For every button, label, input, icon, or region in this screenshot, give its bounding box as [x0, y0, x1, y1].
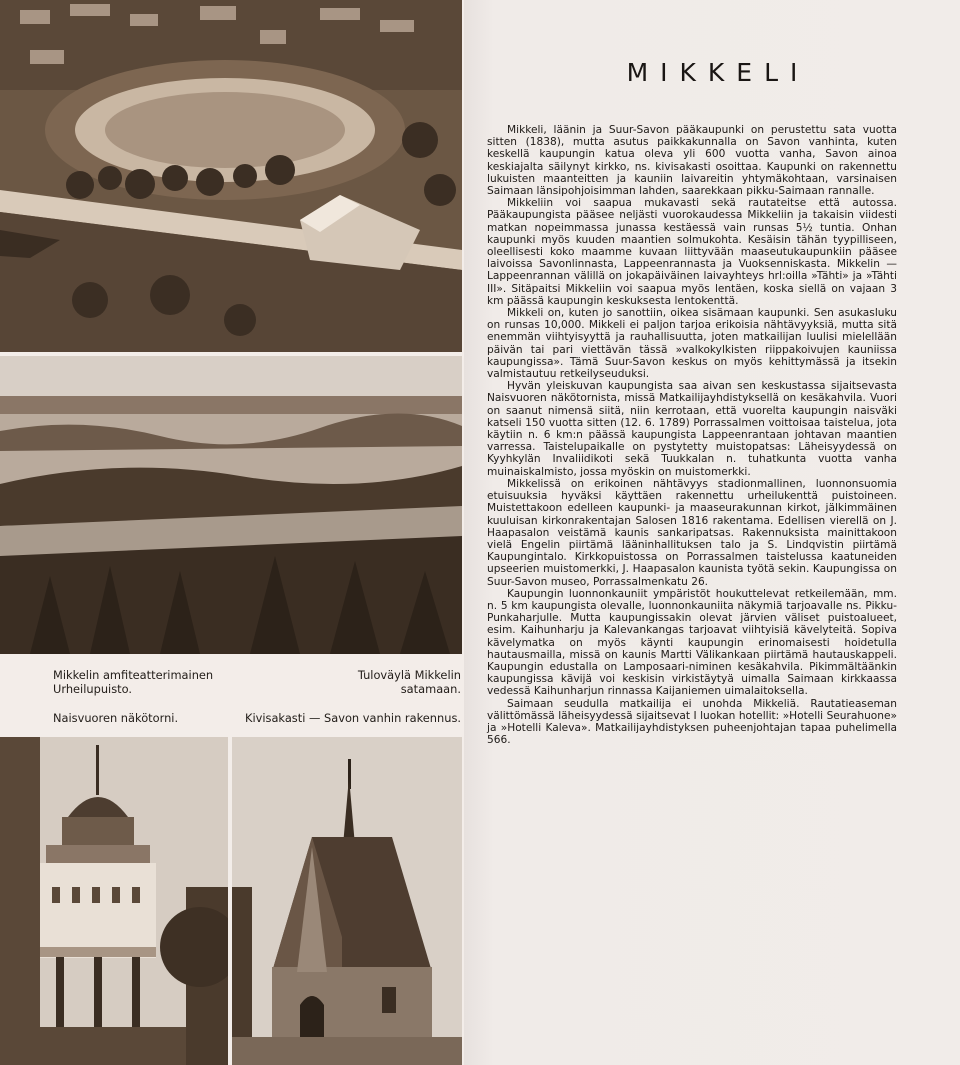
- article-title: MIKKELI: [626, 58, 810, 87]
- aerial-stadium-photo: [0, 0, 462, 352]
- tower-illustration: [0, 737, 228, 1065]
- paragraph-4: Hyvän yleiskuvan kaupungista saa aivan sen keskustassa sijaitsevasta Naisvuoren näkötornista, missä Matkailijayhdistyksellä on kesäkahvila. Vuori on saanut nimensä siitä, niin kerrotaan, että vuorelta kaupungin naisväki katseli 150 vuotta sitten (12. 6. 1789) Porrassalmen voittoisaa taistelua, jota käytiin n. 6 km:n päässä kaupungista Lappeenrantaan johtavan maantien varressa. Taistelupaikalle on pystytetty muistopatsas: Läheisyydessä on Kyyhkylän Invaliidikoti sekä Tuukkalan n. tuhatkunta vuotta vanha muinaiskalmisto, jossa myöskin on muistomerkki.: [487, 380, 897, 478]
- caption-harbor: Tuloväylä Mikkelin satamaan.: [357, 668, 461, 696]
- caption-tower: Naisvuoren näkötorni.: [53, 711, 179, 725]
- stone-church-photo: [232, 737, 462, 1065]
- church-illustration: [232, 737, 462, 1065]
- aerial-stadium-illustration: [0, 0, 462, 352]
- paragraph-3: Mikkeli on, kuten jo sanottiin, oikea sisämaan kaupunki. Sen asukasluku on runsas 10,000. Mikkeli ei paljon tarjoa erikoisia nähtävyyksiä, mutta sitä enemmän viihtyisyyttä ja rauhallisuutta, joten matkailijan luulisi mielellään päivän tai pari viettävän tässä »valkokylkisten riippakoivujen kauniissa kaupungissa». Tämä Suur-Savon keskus on myös kehittymässä ja itsekin valmistautuu retkeilyseuduksi.: [487, 307, 897, 381]
- harbor-lake-photo: [0, 356, 462, 654]
- article-body: [487, 124, 897, 746]
- paragraph-1: Mikkeli, läänin ja Suur-Savon pääkaupunki on perustettu sata vuotta sitten (1838), mutta asutus paikkakunnalla on Savon vanhinta, kuten keskellä kaupungin katua oleva yli 600 vuotta vanha, Savon ainoa keskiajalta säilynyt kirkko, ns. kivisakasti osoittaa. Kaupunki on rakennettu lukuisten maanteitten ja kauniin laivareitin yhtymäkohtaan, varsinaisen Saimaan länsipohjoisimman lahden, saarekkaan pikku-Saimaan rannalle.: [487, 124, 897, 198]
- paragraph-2: Mikkeliin voi saapua mukavasti sekä rautateitse että autossa. Pääkaupungista pääsee neljästi vuorokaudessa Mikkeliin ja takaisin viidesti matkan nopeimmassa junassa kestäessä vain runsas 5½ tuntia. Onhan kaupunki myös kuuden maantien solmukohta. Kesäisin tähän tyypilliseen, oleellisesti koko maamme kuvaan liittyvään maaseutukaupunkiin pääsee laivoissa Savonlinnasta, Lappeenrannasta ja Vuoksenniskasta. Mikkelin — Lappeenrannan välillä on jokapäiväinen laivayhteys hrl:oilla »Tähti» ja »Tähti III». Sitäpaitsi Mikkeliin voi saapua myös lentäen, koska siellä on vajaan 3 km päässä kaupungin keskuksesta lentokenttä.: [487, 197, 897, 307]
- paragraph-6: Kaupungin luonnonkauniit ympäristöt houkuttelevat retkeilemään, mm. n. 5 km kaupungista olevalle, luonnonkauniita näkymiä tarjoavalle ns. Pikku-Punkaharjulle. Mutta kaupungissakin olevat järvien väliset puistoalueet, esim. Kaihunharju ja Kalevankangas tarjoavat viihtyisiä kävelyteitä. Sopiva kävelymatka on myös käynti kaupungin erinomaisesti hoidetulla hautausmailla, missä on kaunis Martti Välikankaan piirtämä hautauskappeli. Kaupungin edustalla on Lamposaari-niminen kesäkahvila. Pikimmältäänkin kaupungissa kävijä voi keskisin virkistäytyä uimalla Saimaan kirkkaassa vedessä Kaihunharjun rinnassa Kaijaniemen uimalaitoksella.: [487, 587, 897, 698]
- photo-page: [0, 0, 464, 1065]
- caption-church: Kivisakasti — Savon vanhin rakennus.: [244, 711, 461, 725]
- observation-tower-photo: [0, 737, 228, 1065]
- paragraph-5: Mikkelissä on erikoinen nähtävyys stadionmallinen, luonnonsuomia etuisuuksia hyväksi käyttäen rakennettu urheilukenttä puistoineen. Muistettakoon edelleen kaupunki- ja maaseurakunnan kirkot, jälkimmäinen kuuluisan kirkonrakentajan Salosen 1816 rakentama. Edellisen vierellä on J. Haapasalon veistämä kaunis sankaripatsas. Rakennuksista mainittakoon vielä Engelin piirtämä lääninhallituksen talo ja S. Lindqvistin piirtämä Kaupungintalo. Kirkkopuistossa on Porrassalmen taistelussa kaatuneiden upseerien muistomerkki, J. Haapasalon kaunista työtä sekin. Kaupungissa on Suur-Savon museo, Porrassalmenkatu 26.: [487, 477, 897, 588]
- paragraph-7: Saimaan seudulla matkailija ei unohda Mikkeliä. Rautatieaseman välittömässä läheisyydessä sijaitsevat I luokan hotellit: »Hotelli Seurahuone» ja »Hotelli Kaleva». Matkailijayhdistyksen puheenjohtajan tapaa puhelimella 566.: [487, 697, 897, 747]
- caption-stadium: Mikkelin amfiteatterimainen Urheilupuisto.: [53, 668, 214, 696]
- lake-landscape-illustration: [0, 356, 462, 654]
